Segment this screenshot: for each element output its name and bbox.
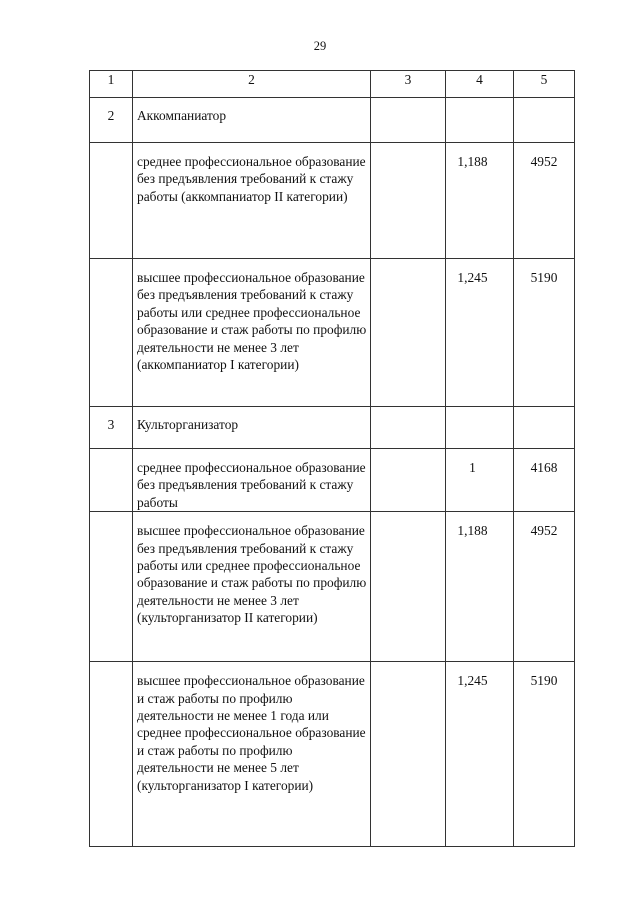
coefficient: 1,245 (446, 662, 514, 847)
qualification-row (90, 512, 575, 662)
column-header-5: 5 (514, 71, 575, 98)
row-number: 2 (90, 98, 133, 143)
salary-amount: 4952 (514, 143, 575, 259)
empty-cell (371, 98, 446, 143)
coefficient: 1,245 (446, 259, 514, 407)
row-number: 3 (90, 407, 133, 449)
empty-cell (446, 407, 514, 449)
qualification-row (90, 662, 575, 847)
coefficient: 1,188 (446, 512, 514, 662)
qualification-row (90, 449, 575, 512)
column-header-1: 1 (90, 71, 133, 98)
qualification-text: среднее профессиональное образование без предъявления требований к стажу работы (133, 449, 371, 512)
empty-cell (446, 98, 514, 143)
column-header-2: 2 (133, 71, 371, 98)
group-row-accompanist (90, 98, 575, 143)
qualification-text: среднее профессиональное образование без предъявления требований к стажу работы (аккомпаниатор II категории) (133, 143, 371, 259)
qualification-text: высшее профессиональное образование без предъявления требований к стажу работы или среднее профессиональное образование и стаж работы по профилю деятельности не менее 3 лет (культорганизатор II категории) (133, 512, 371, 662)
salary-amount: 4952 (514, 512, 575, 662)
empty-cell (514, 98, 575, 143)
salary-amount: 5190 (514, 259, 575, 407)
empty-cell (371, 512, 446, 662)
qualification-row (90, 143, 575, 259)
salary-table (89, 70, 575, 847)
page-number: 29 (313, 39, 327, 53)
position-title: Культорганизатор (133, 407, 371, 449)
column-header-3: 3 (371, 71, 446, 98)
empty-cell (90, 662, 133, 847)
coefficient: 1,188 (446, 143, 514, 259)
header-row (90, 71, 575, 98)
empty-cell (514, 407, 575, 449)
group-row-culture-organizer (90, 407, 575, 449)
column-header-4: 4 (446, 71, 514, 98)
empty-cell (90, 449, 133, 512)
qualification-row (90, 259, 575, 407)
coefficient: 1 (446, 449, 514, 512)
empty-cell (371, 259, 446, 407)
empty-cell (90, 143, 133, 259)
empty-cell (90, 512, 133, 662)
empty-cell (371, 662, 446, 847)
empty-cell (90, 259, 133, 407)
position-title: Аккомпаниатор (133, 98, 371, 143)
salary-amount: 5190 (514, 662, 575, 847)
empty-cell (371, 143, 446, 259)
empty-cell (371, 407, 446, 449)
empty-cell (371, 449, 446, 512)
qualification-text: высшее профессиональное образование без предъявления требований к стажу работы или среднее профессиональное образование и стаж работы по профилю деятельности не менее 3 лет (аккомпаниатор I категории) (133, 259, 371, 407)
qualification-text: высшее профессиональное образование и стаж работы по профилю деятельности не менее 1 года или среднее профессиональное образование и стаж работы по профилю деятельности не менее 5 лет (культорганизатор I категории) (133, 662, 371, 847)
salary-amount: 4168 (514, 449, 575, 512)
